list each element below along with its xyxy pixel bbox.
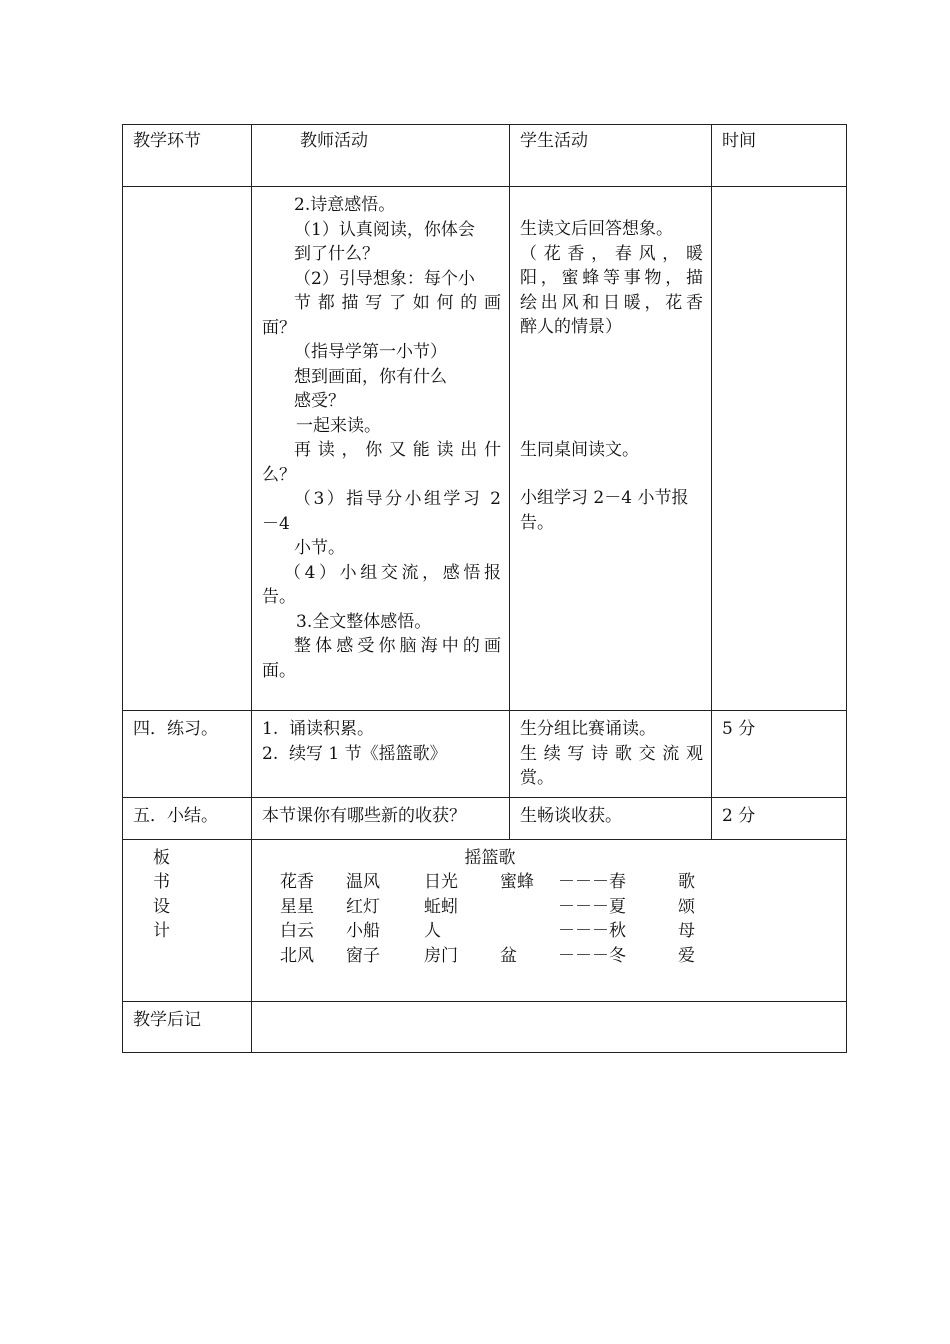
teacher-line: 想到画面，你有什么 bbox=[294, 366, 447, 387]
board-theme-char: 颂 bbox=[678, 896, 695, 917]
teacher-line: （3）指导分小组学习 2 bbox=[294, 489, 501, 509]
board-season: －－－秋 bbox=[558, 921, 626, 941]
teacher-line: 感受？ bbox=[294, 391, 345, 411]
main-teacher-cell bbox=[252, 187, 509, 689]
board-design-content bbox=[252, 840, 846, 975]
student-line: 告。 bbox=[520, 512, 554, 533]
teacher-line: 面。 bbox=[262, 660, 296, 681]
student-line: 绘出风和日暖，花香 bbox=[520, 292, 703, 313]
teacher-line: 再读，你又能读出什 bbox=[294, 440, 501, 460]
lesson-plan-table bbox=[122, 124, 847, 1053]
board-line bbox=[262, 919, 718, 944]
teacher-line: （1）认真阅读，你体会 bbox=[294, 219, 475, 240]
student-line: 生读文后回答想象。 bbox=[520, 219, 673, 239]
teacher-line: （指导学第一小节） bbox=[294, 342, 447, 362]
practice-teacher-cell bbox=[252, 711, 509, 772]
board-word bbox=[500, 919, 558, 944]
board-theme-char: 爱 bbox=[678, 945, 695, 966]
board-line bbox=[262, 944, 718, 969]
board-word: 蜜蜂 bbox=[500, 872, 534, 892]
student-line: 生续写诗歌交流观 bbox=[520, 743, 703, 764]
practice-row bbox=[123, 711, 847, 798]
board-label-char: 板 bbox=[153, 847, 170, 868]
board-word: 窗子 bbox=[346, 945, 380, 966]
teacher-line: 2.诗意感悟。 bbox=[294, 195, 396, 215]
student-line: 赏。 bbox=[520, 768, 554, 788]
student-line: 生同桌间读文。 bbox=[520, 439, 639, 460]
header-time: 时间 bbox=[722, 131, 756, 151]
summary-student: 生畅谈收获。 bbox=[520, 805, 622, 826]
header-teacher: 教师活动 bbox=[300, 131, 368, 151]
board-label-char: 设 bbox=[153, 896, 170, 917]
board-word: 蚯蚓 bbox=[424, 896, 458, 917]
teacher-line: 一起来读。 bbox=[296, 415, 381, 436]
board-design-row bbox=[123, 839, 847, 1001]
teacher-line: 小节。 bbox=[294, 538, 345, 558]
teacher-line: 2. 续写 1 节《摇篮歌》 bbox=[262, 743, 447, 764]
board-word: 星星 bbox=[280, 896, 314, 917]
board-word bbox=[500, 895, 558, 920]
teacher-line: －4 bbox=[262, 513, 290, 534]
postscript-content bbox=[252, 1002, 846, 1014]
practice-student-cell bbox=[510, 711, 711, 797]
teacher-line: （2）引导想象：每个小 bbox=[294, 268, 475, 289]
teacher-line: 1. 诵读积累。 bbox=[262, 719, 375, 739]
teacher-line: （4）小组交流，感悟报 bbox=[284, 562, 501, 583]
board-word: 日光 bbox=[424, 872, 458, 892]
board-theme-char: 母 bbox=[678, 921, 695, 941]
summary-time: 2 分 bbox=[722, 805, 756, 826]
board-word: 白云 bbox=[280, 921, 314, 941]
student-line: 小组学习 2－4 小节报 bbox=[520, 488, 689, 508]
board-season: －－－夏 bbox=[558, 896, 626, 917]
postscript-label: 教学后记 bbox=[133, 1009, 201, 1030]
teacher-line: 整体感受你脑海中的画 bbox=[294, 636, 501, 656]
student-line: （花香，春风，暖 bbox=[520, 243, 703, 264]
board-line bbox=[262, 895, 718, 920]
board-word: 盆 bbox=[500, 945, 517, 966]
main-student-cell bbox=[510, 187, 711, 541]
board-line bbox=[262, 870, 718, 895]
student-line: 生分组比赛诵读。 bbox=[520, 719, 656, 739]
board-word: 小船 bbox=[346, 921, 380, 941]
board-word: 房门 bbox=[424, 945, 458, 966]
teacher-line: 到了什么？ bbox=[294, 244, 379, 264]
teacher-line: 节都描写了如何的画 bbox=[294, 293, 501, 313]
practice-stage: 四．练习。 bbox=[133, 719, 218, 739]
teacher-line: 么？ bbox=[262, 464, 296, 485]
board-word: 北风 bbox=[280, 945, 314, 966]
practice-time: 5 分 bbox=[722, 719, 756, 739]
student-line: 阳，蜜蜂等事物，描 bbox=[520, 268, 703, 288]
board-word: 红灯 bbox=[346, 896, 380, 917]
board-design-label bbox=[123, 840, 251, 950]
teacher-line: 3.全文整体感悟。 bbox=[296, 611, 432, 632]
board-word: 温风 bbox=[346, 872, 380, 892]
board-title: 摇篮歌 bbox=[464, 847, 516, 868]
board-word: 花香 bbox=[280, 872, 314, 892]
board-word: 人 bbox=[424, 921, 441, 941]
summary-stage: 五．小结。 bbox=[133, 805, 218, 826]
main-time-cell bbox=[712, 187, 847, 711]
main-activity-row bbox=[123, 187, 847, 711]
header-stage: 教学环节 bbox=[133, 131, 201, 151]
teacher-line: 面？ bbox=[262, 317, 296, 338]
header-row bbox=[123, 125, 847, 187]
board-season: －－－春 bbox=[558, 872, 626, 892]
board-label-char: 计 bbox=[153, 921, 170, 941]
board-theme-char: 歌 bbox=[678, 872, 695, 892]
board-label-char: 书 bbox=[153, 872, 170, 892]
student-line: 醉人的情景） bbox=[520, 317, 622, 337]
main-stage-cell bbox=[123, 187, 252, 711]
teacher-line: 告。 bbox=[262, 587, 296, 607]
postscript-row bbox=[123, 1001, 847, 1052]
summary-row bbox=[123, 797, 847, 839]
board-season: －－－冬 bbox=[558, 945, 626, 966]
header-student: 学生活动 bbox=[520, 131, 588, 151]
summary-teacher: 本节课你有哪些新的收获？ bbox=[262, 805, 466, 826]
